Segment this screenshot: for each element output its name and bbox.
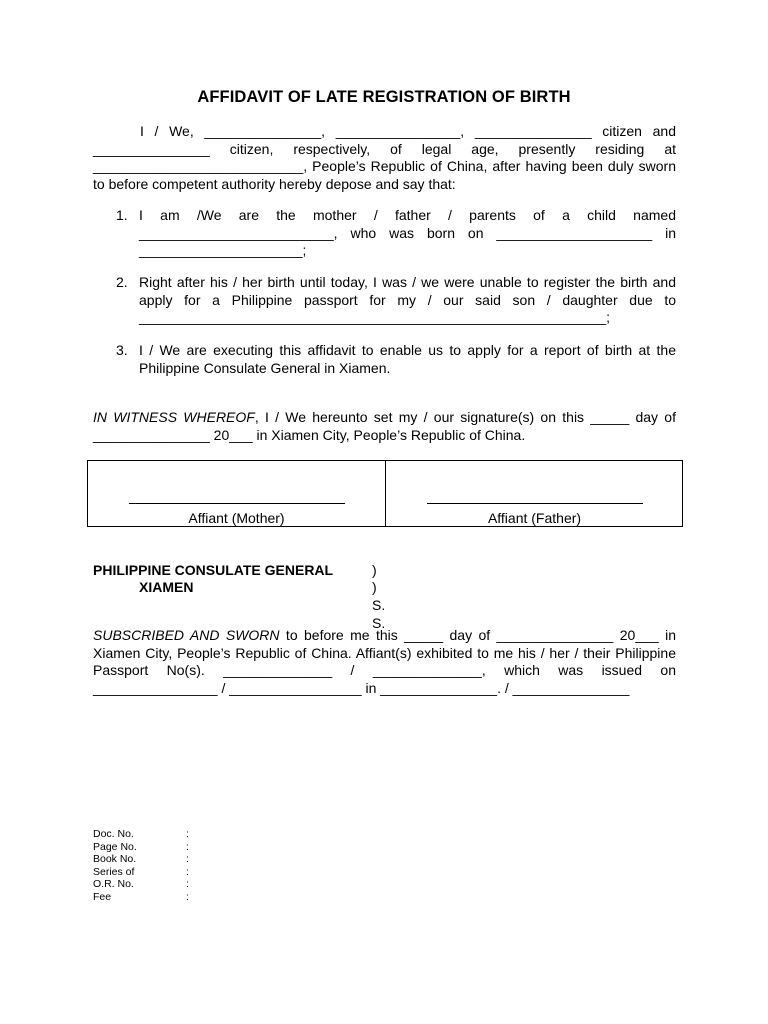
jurat-paragraph — [93, 627, 676, 697]
intro-paragraph — [93, 123, 676, 193]
venue-consulate: PHILIPPINE CONSULATE GENERAL — [93, 562, 334, 578]
signature-label-father: Affiant (Father) — [487, 510, 582, 526]
footer-label: Doc. No. — [93, 828, 134, 840]
footer-colon: : — [186, 828, 189, 840]
signature-table — [87, 460, 683, 527]
witness-text: , I / We hereunto set my / our signature(s) on this _____ day of _______________ 20___ in Xiamen City, People’s Republic of China. — [93, 409, 676, 443]
footer-label: Page No. — [93, 840, 137, 853]
witness-lead: IN WITNESS WHEREOF — [93, 409, 255, 425]
intro-text: I / We, _______________, ________________, _______________ citizen and _______________ citizen, respectively, of legal age, presently residing at ___________________________, People’s Republic of China, after having been duly sworn to before competent authority hereby depose and say that: — [93, 123, 676, 192]
signature-line-mother — [129, 503, 345, 504]
footer-label: Fee — [93, 890, 112, 903]
venue-city: XIAMEN — [139, 579, 194, 595]
jurat-lead: SUBSCRIBED AND SWORN — [93, 627, 280, 643]
jurat-text: to before me this _____ day of _______________ 20___ in Xiamen City, People’s Republic of China. Affiant(s) exhibited to me his / her / their Philippine Passport No(s). ______________ / ______________, which was issued on ________________ / _________________ in _______________. / _______________ — [93, 627, 676, 696]
witness-paragraph — [93, 409, 676, 444]
signature-label-mother: Affiant (Mother) — [188, 510, 285, 526]
footer-label: Book No. — [93, 853, 137, 866]
list-item-number: 1. — [116, 207, 128, 223]
list-item-text: Right after his / her birth until today, I was / we were unable to register the birth and apply for a Philippine passport for my / our said son / daughter due to ____________________________________________________________; — [139, 274, 676, 325]
footer-label: Series of — [93, 865, 135, 878]
venue-ss: ) S. S. — [372, 579, 386, 631]
signature-cell-mother — [88, 461, 385, 526]
list-item-number: 3. — [116, 342, 128, 358]
footer-label: O.R. No. — [93, 878, 134, 891]
venue-paren: ) — [372, 562, 377, 578]
signature-cell-father — [386, 461, 683, 526]
signature-line-father — [427, 503, 643, 504]
footer-colon: : — [186, 865, 189, 878]
list-item-text: I am /We are the mother / father / parents of a child named _________________________, who was born on ____________________ in _____________________; — [139, 207, 676, 258]
footer-colon: : — [186, 853, 189, 866]
footer-colon: : — [186, 890, 189, 903]
list-item-number: 2. — [116, 274, 128, 290]
document-title: AFFIDAVIT OF LATE REGISTRATION OF BIRTH — [197, 88, 571, 106]
footer-colon: : — [186, 878, 189, 891]
list-item-text: I / We are executing this affidavit to enable us to apply for a report of birth at the Philippine Consulate General in Xiamen. — [139, 342, 676, 376]
footer-colon: : — [186, 840, 189, 853]
